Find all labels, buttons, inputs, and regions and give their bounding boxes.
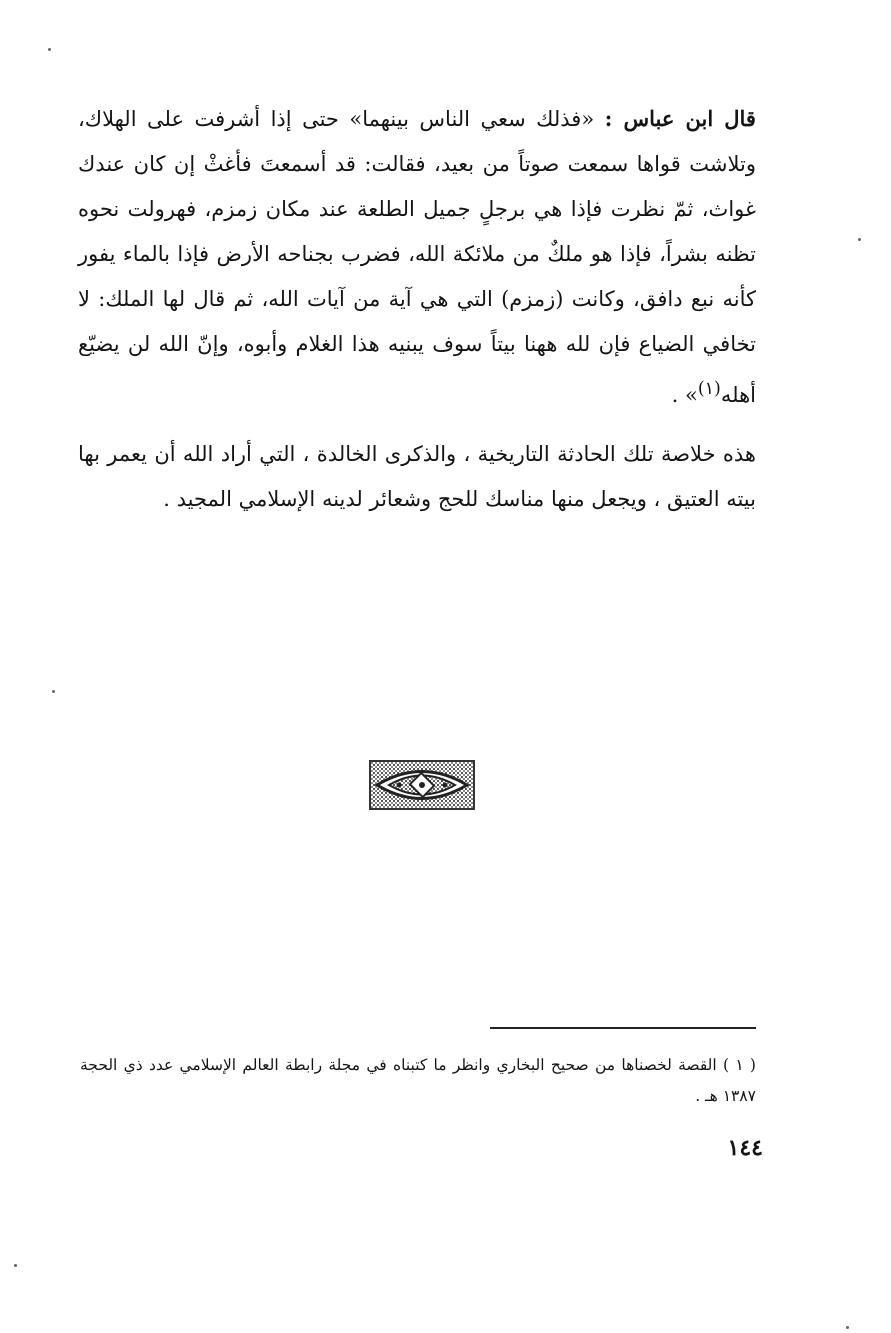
scan-speck: [48, 48, 51, 51]
scan-speck: [858, 238, 861, 241]
paragraph-2: هذه خلاصة تلك الحادثة التاريخية ، والذكرى الخالدة ، التي أراد الله أن يعمر بها بيته العتيق ، ويجعل منها مناسك للحج وشعائر لدينه الإسلامي المجيد .: [78, 442, 756, 511]
paragraph-1-text: «فذلك سعي الناس بينهما» حتى إذا أشرفت على الهلاك، وتلاشت قواها سمعت صوتاً من بعيد، فقالت: قد أسمعتَ فأغثْ إن كان عندك غواث، ثمّ نظرت فإذا هي برجلٍ جميل الطلعة عند مكان زمزم، فهرولت نحوه تظنه بشراً، فإذا هو ملكٌ من ملائكة الله، فضرب بجناحه الأرض فإذا بالماء يفور كأنه نبع دافق، وكانت (زمزم) التي هي آية من آيات الله، ثم قال لها الملك: لا تخافي الضياع فإن لله ههنا بيتاً سوف يبنيه هذا الغلام وأبوه، وإنّ الله لن يضيّع أهله: [78, 107, 756, 407]
scan-speck: [52, 690, 55, 693]
paragraph-1-lead: قال ابن عباس :: [604, 106, 756, 131]
scan-speck: [846, 1326, 849, 1329]
footnote: ( ١ ) القصة لخصناها من صحيح البخاري وانظر ما كتبناه في مجلة رابطة العالم الإسلامي عدد ذي الحجة ١٣٨٧ هـ .: [80, 1056, 756, 1105]
page-number: ١٤٤: [727, 1135, 763, 1161]
main-text: [78, 96, 756, 522]
footnote-reference: (١): [697, 379, 721, 399]
paragraph-1-closing: » .: [671, 383, 698, 407]
decorative-ornament-icon: [369, 760, 475, 810]
paragraph-1: [78, 96, 756, 418]
footnote-divider: [490, 1027, 756, 1029]
scan-speck: [14, 1264, 17, 1267]
